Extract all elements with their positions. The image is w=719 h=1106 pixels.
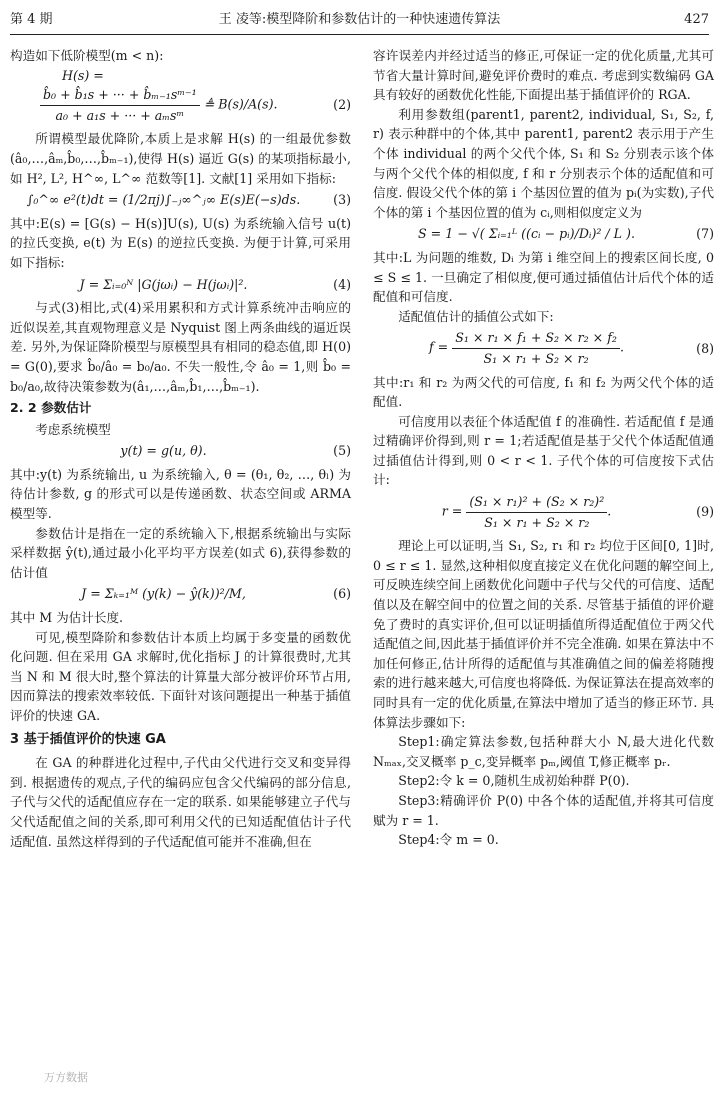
paragraph: 理论上可以证明,当 S₁, S₂, r₁ 和 r₂ 均位于区间[0, 1]时, 0 ≤ r ≤ 1. 显然,这种相似度直接定义在优化问题的解空间上,可反映连续空间上函数优化问题中子代与父代的可信度、适配值以及在解空间中的位置之间的关系. 尽管基于插值的评价避免了费时的真实评价,但可以证明插值所得适配值位于两父代适配值之间,因此基于插值评价并不完全准确. 如果在算法中不加任何修正,估计所得的适配值与其准确值之间的偏差将随搜索的进行越来越大,可信度也将降低. 为保证算法在提高效率的同时具有一定的优化质量,在算法中增加了适当的修正环节. 具体算法步骤如下: <box>373 538 714 730</box>
paragraph: 在 GA 的种群进化过程中,子代由父代进行交叉和变异得到. 根据遗传的观点,子代的编码应包含父代编码的部分信息,子代与父代的适配值应存在一定的联系. 如果能够建立子代与父代适配值之间的关系,即可利用父代的已知适配值估计子代适配值. 虽然这样得到的子代适配值可能并不准确,但在 <box>10 755 351 849</box>
eq2-denominator: a₀ + a₁s + ··· + aₘsᵐ <box>55 107 185 123</box>
eq9-number: (9) <box>696 504 714 520</box>
algorithm-step: Step2:令 k = 0,随机生成初始种群 P(0). <box>398 773 630 789</box>
eq9-fraction <box>466 492 607 532</box>
watermark: 万方数据 <box>44 1071 88 1084</box>
eq2-fraction <box>40 85 200 125</box>
equation-6: J = Σₖ₌₁ᴹ (y(k) − ŷ(k))²/M, (6) <box>10 584 351 604</box>
paragraph: 构造如下低阶模型(m < n): <box>10 48 164 63</box>
paragraph: 适配值估计的插值公式如下: <box>398 308 554 324</box>
page-header <box>10 10 709 32</box>
paragraph: 容许误差内并经过适当的修正,可保证一定的优化质量,尤其可节省大量计算时间,避免评价费时的难点. 考虑到实数编码 GA 具有较好的函数优化性能,下面提出基于插值评价的 RGA. <box>373 48 714 103</box>
equation-2 <box>10 66 351 126</box>
algorithm-step: Step3:精确评价 P(0) 中各个体的适配值,并将其可信度赋为 r = 1. <box>373 792 714 828</box>
right-column <box>373 46 714 850</box>
paragraph: 可见,模型降阶和参数估计本质上均属于多变量的函数优化问题. 但在采用 GA 求解时,优化指标 J 的计算很费时,尤其当 N 和 M 很大时,整个算法的计算量大部分被评价环节占用,因而算法的搜索效率较低. 下面针对该问题提出一种基于插值评价的快速 GA. <box>10 629 351 723</box>
eq8-numerator: S₁ × r₁ × f₁ + S₂ × r₂ × f₂ <box>452 328 620 349</box>
subheading: 考虑系统模型 <box>35 421 111 437</box>
paragraph: 其中:E(s) = [G(s) − H(s)]U(s), U(s) 为系统输入信号 u(t) 的拉氏变换, e(t) 为 E(s) 的逆拉氏变换. 为便于计算,可采用如下指标: <box>10 215 351 270</box>
equation-9: r = $\frac{\text{(S₁ × r₁)² + (S₂ × r₂)²}}{\text{S₁ × r₁ + S₂ × r₂}}$ . (9) <box>373 492 714 532</box>
section-heading: 2. 2 参数估计 <box>10 400 92 416</box>
eq8-denominator: S₁ × r₁ + S₂ × r₂ <box>483 350 589 366</box>
paragraph: 参数估计是指在一定的系统输入下,根据系统输出与实际采样数据 ŷ(t),通过最小化平均平方误差(如式 6),获得参数的估计值 <box>10 525 351 580</box>
eq2-lhs: H(s) = <box>62 67 104 83</box>
issue-number: 第 4 期 <box>10 12 53 27</box>
eq7-number: (7) <box>696 226 714 242</box>
equation-4: J = Σᵢ₌₀ᴺ |G(jωᵢ) − H(jωᵢ)|². (4) <box>10 275 351 295</box>
eq2-number: (2) <box>333 97 351 113</box>
equation-8: f = $\frac{\text{S₁ × r₁ × f₁ + S₂ × r₂ × f₂}}{\text{S₁ × r₁ + S₂ × r₂}}$ . (8) <box>373 328 714 368</box>
paragraph: 其中:y(t) 为系统输出, u 为系统输入, θ = (θ₁, θ₂, …, θₗ) 为待估计参数, g 的形式可以是传递函数、状态空间或 ARMA 模型等. <box>10 466 351 522</box>
equation-3: ∫₀^∞ e²(t)dt = (1/2πj)∫₋ⱼ∞^ⱼ∞ E(s)E(−s)ds. (3) <box>10 190 351 210</box>
eq5-number: (5) <box>333 443 351 459</box>
paragraph: 与式(3)相比,式(4)采用累积和方式计算系统冲击响应的近似误差,其直观物理意义是 Nyquist 图上两条曲线的逼近误差. 另外,为保证降阶模型与原模型具有相同的稳态值,即 H(0) = G(0),要求 b̂₀/â₀ = b₀/a₀. 不失一般性,令 â₀ = 1,则 b̂₀ = b₀/a₀,故待决策参数为(â₁,…,âₘ,b̂₁,…,b̂ₘ₋₁). <box>10 300 351 394</box>
eq8-fraction <box>452 328 620 368</box>
algorithm-step: Step4:令 m = 0. <box>398 832 499 848</box>
equation-5: y(t) = g(u, θ). (5) <box>10 441 351 461</box>
left-column <box>10 46 351 851</box>
equation-7: S = 1 − √( Σᵢ₌₁ᴸ ((cᵢ − pᵢ)/Dᵢ)² / L ). (7) <box>373 224 714 244</box>
page-number: 427 <box>684 12 709 27</box>
eq9-lhs: r = <box>441 503 463 519</box>
paragraph: 利用参数组(parent1, parent2, individual, S₁, S₂, f, r) 表示种群中的个体,其中 parent1, parent2 表示用于产生个体 individual 的两个父代个体, S₁ 和 S₂ 分别表示该个体与两个父代个体的相似度, f 和 r 分别表示个体的适配值和可信度. 假设父代个体的第 i 个基因位置的值为 pᵢ(为实数),子代个体的第 i 个基因位置的值为 cᵢ,则相似度定义为 <box>373 106 714 220</box>
paragraph: 其中 M 为估计长度. <box>10 610 124 626</box>
eq8-number: (8) <box>696 340 714 356</box>
eq6-number: (6) <box>333 586 351 602</box>
eq4-number: (4) <box>333 276 351 292</box>
eq9-numerator: (S₁ × r₁)² + (S₂ × r₂)² <box>466 492 607 513</box>
eq9-denominator: S₁ × r₁ + S₂ × r₂ <box>484 514 590 530</box>
paragraph: 其中:r₁ 和 r₂ 为两父代的可信度, f₁ 和 f₂ 为两父代个体的适配值. <box>373 374 714 410</box>
section-heading: 3 基于插值评价的快速 GA <box>10 731 166 747</box>
eq8-lhs: f = <box>429 339 449 355</box>
eq3-number: (3) <box>333 192 351 208</box>
eq2-tail: ≜ B(s)/A(s). <box>203 96 278 112</box>
paragraph: 可信度用以表征个体适配值 f 的准确性. 若适配值 f 是通过精确评价得到,则 r = 1;若适配值是基于父代个体适配值通过插值估计得到,则 0 < r < 1. 子代个体的可信度按下式估计: <box>373 413 714 488</box>
eq2-numerator: b̂₀ + b̂₁s + ··· + b̂ₘ₋₁sᵐ⁻¹ <box>40 85 200 106</box>
paragraph: 所谓模型最优降阶,本质上是求解 H(s) 的一组最优参数(â₀,…,âₘ,b̂₀,…,b̂ₘ₋₁),使得 H(s) 逼近 G(s) 的某项指标最小,如 H², L², H^∞, L^∞ 范数等[1]. 文献[1] 采用如下指标: <box>10 131 351 186</box>
paragraph: 其中:L 为问题的维数, Dᵢ 为第 i 维空间上的搜索区间长度, 0 ≤ S ≤ 1. 一旦确定了相似度,便可通过插值估计后代个体的适配值和可信度. <box>373 249 714 305</box>
header-rule <box>10 34 709 35</box>
algorithm-step: Step1:确定算法参数,包括种群大小 N,最大进化代数 Nₘₐₓ,交叉概率 p_c,变异概率 pₘ,阈值 T,修正概率 pᵣ. <box>373 734 714 769</box>
running-title: 王 凌等:模型降阶和参数估计的一种快速遗传算法 <box>218 12 501 27</box>
